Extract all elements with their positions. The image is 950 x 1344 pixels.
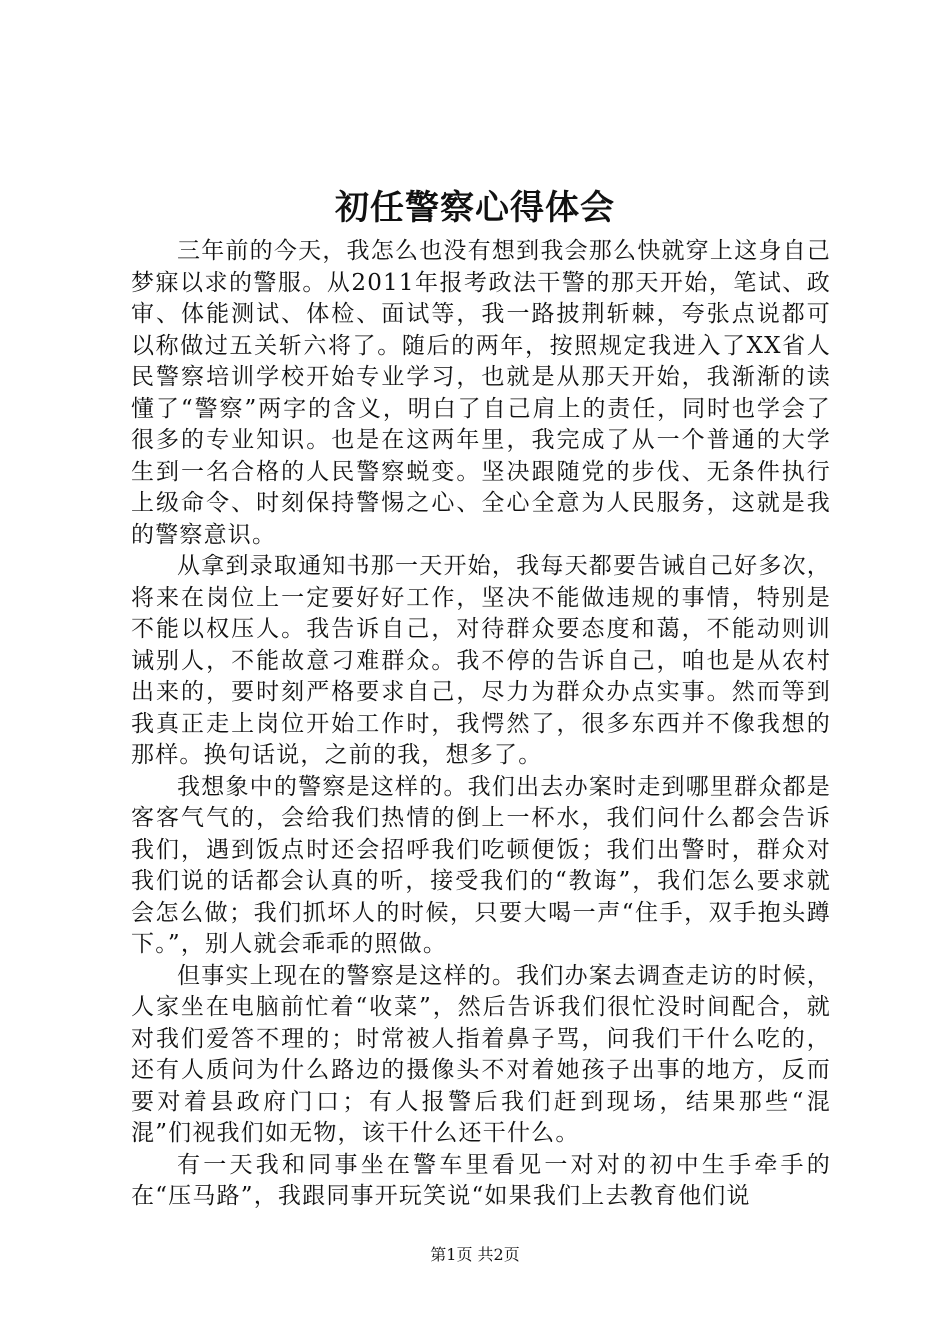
page-number-footer: 第1页 共2页 (430, 1245, 520, 1264)
paragraph-1: 三年前的今天，我怎么也没有想到我会那么快就穿上这身自己梦寐以求的警服。从2011年报考政法干警的那天开始，笔试、政审、体能测试、体检、面试等，我一路披荆斩棘，夸张点说都可以称做过五关斩六将了。随后的两年，按照规定我进入了XX省人民警察培训学校开始专业学习，也就是从那天开始，我渐渐的读懂了“警察”两字的含义，明白了自己肩上的责任，同时也学会了很多的专业知识。也是在这两年里，我完成了从一个普通的大学生到一名合格的人民警察蜕变。坚决跟随党的步伐、无条件执行上级命令、时刻保持警惕之心、全心全意为人民服务，这就是我的警察意识。 (131, 238, 831, 548)
document-body (131, 236, 831, 1213)
document-title: 初任警察心得体会 (335, 188, 615, 228)
paragraph-2: 从拿到录取通知书那一天开始，我每天都要告诫自己好多次，将来在岗位上一定要好好工作，坚决不能做违规的事情，特别是不能以权压人。我告诉自己，对待群众要态度和蔼，不能动则训诫别人，不能故意刁难群众。我不停的告诉自己，咱也是从农村出来的，要时刻严格要求自己，尽力为群众办点实事。然而等到我真正走上岗位开始工作时，我愕然了，很多东西并不像我想的那样。换句话说，之前的我，想多了。 (131, 553, 831, 768)
paragraph-4: 但事实上现在的警察是这样的。我们办案去调查走访的时候，人家坐在电脑前忙着“收菜”，然后告诉我们很忙没时间配合，就对我们爱答不理的；时常被人指着鼻子骂，问我们干什么吃的，还有人质问为什么路边的摄像头不对着她孩子出事的地方，反而要对着县政府门口；有人报警后我们赶到现场，结果那些“混混”们视我们如无物，该干什么还干什么。 (131, 962, 831, 1146)
paragraph-3: 我想象中的警察是这样的。我们出去办案时走到哪里群众都是客客气气的，会给我们热情的倒上一杯水，我们问什么都会告诉我们，遇到饭点时还会招呼我们吃顿便饭；我们出警时，群众对我们说的话都会认真的听，接受我们的“教诲”，我们怎么要求就会怎么做；我们抓坏人的时候，只要大喝一声“住手，双手抱头蹲下。”，别人就会乖乖的照做。 (131, 773, 831, 957)
paragraph-5: 有一天我和同事坐在警车里看见一对对的初中生手牵手的在“压马路”，我跟同事开玩笑说“如果我们上去教育他们说 (131, 1151, 831, 1209)
